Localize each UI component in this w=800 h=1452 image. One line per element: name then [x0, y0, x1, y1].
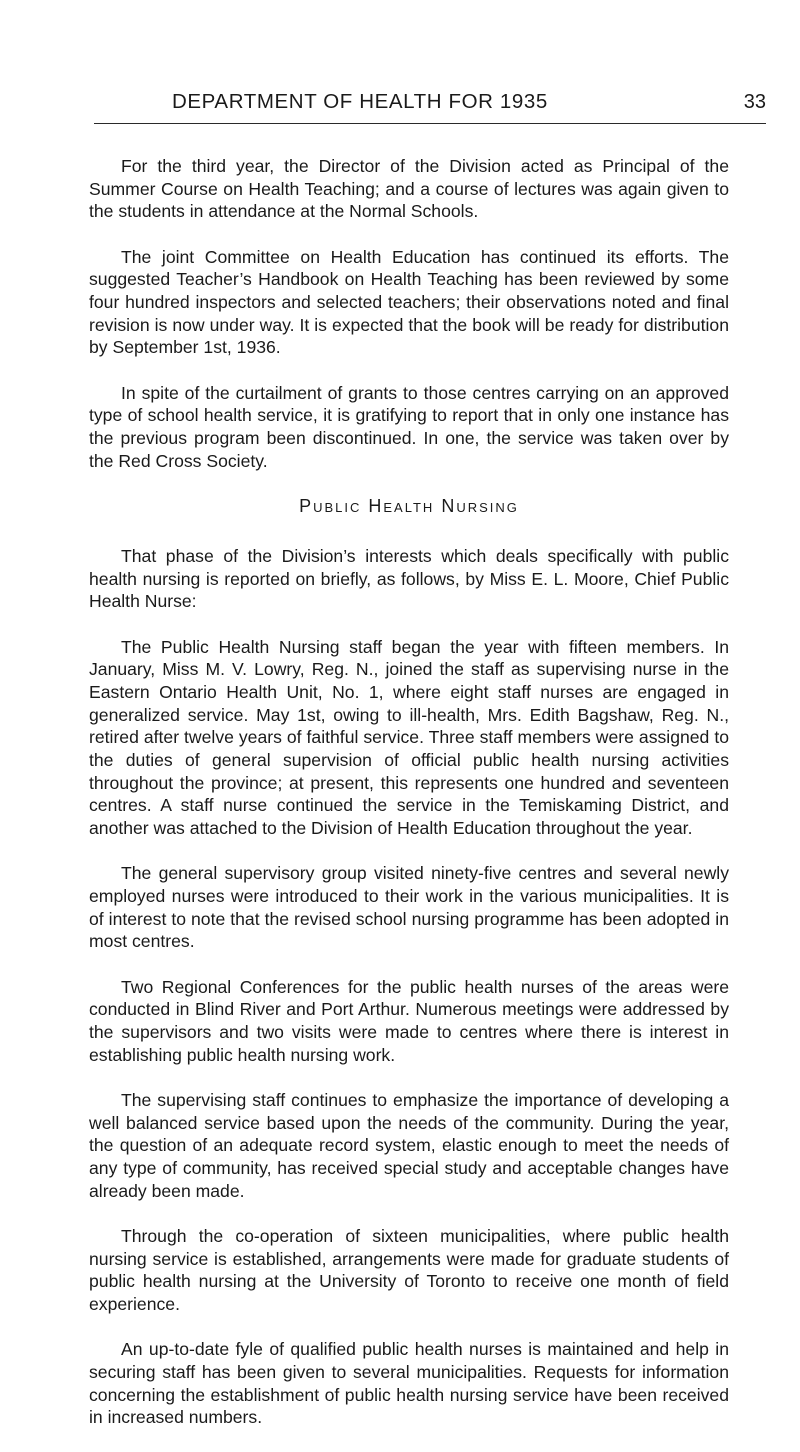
paragraph-co-operation: Through the co-operation of sixteen municipalities, where public health nursing service is established, arrangements were made for graduate students of public health nursing at the University of Toronto to receive one month of field experience. [89, 1226, 729, 1315]
paragraph-division-interests: That phase of the Division’s interests which deals specifically with public health nursing is reported on briefly, as follows, by Miss E. L. Moore, Chief Public Health Nurse: [89, 545, 729, 612]
paragraph-regional-conferences: Two Regional Conferences for the public health nurses of the areas were conducted in Blind River and Port Arthur. Numerous meetings were addressed by the supervisors and two visits were made to centres where there is interest in establishing public health nursing work. [89, 976, 729, 1065]
paragraph-fyle-of-nurses: An up-to-date fyle of qualified public health nurses is maintained and help in securing staff has been given to several municipalities. Requests for information concerning the establishment of public health nursing service have been received in increased numbers. [89, 1339, 729, 1428]
section-heading: Public Health Nursing [299, 495, 519, 516]
page-header [94, 90, 766, 130]
paragraph-curtailment-of-grants: In spite of the curtailment of grants to those centres carrying on an approved type of school health service, it is gratifying to report that in only one instance has the previous program been discontinued. In one, the service was taken over by the Red Cross Society. [89, 382, 729, 471]
running-title: DEPARTMENT OF HEALTH FOR 1935 [172, 90, 548, 113]
paragraph-supervising-staff: The supervising staff continues to emphasize the importance of developing a well balanced service based upon the needs of the community. During the year, the question of an adequate record system, elastic enough to meet the needs of any type of community, has received special study and acceptable changes have already been made. [89, 1090, 729, 1201]
paragraph-joint-committee: The joint Committee on Health Education has continued its efforts. The suggested Teacher’s Handbook on Health Teaching has been reviewed by some four hundred inspectors and selected teachers; their observations noted and final revision is now under way. It is expected that the book will be ready for distribution by September 1st, 1936. [89, 246, 729, 358]
page-number: 33 [743, 91, 766, 113]
header-rule [94, 123, 766, 124]
paragraph-supervisory-group: The general supervisory group visited ninety-five centres and several newly employed nurses were introduced to their work in the various municipalities. It is of interest to note that the revised school nursing programme has been adopted in most centres. [89, 863, 729, 952]
paragraph-summer-course: For the third year, the Director of the Division acted as Principal of the Summer Course on Health Teaching; and a course of lectures was again given to the students in attendance at the Normal Schools. [89, 156, 729, 222]
body-text [89, 155, 729, 1452]
paragraph-nursing-staff: The Public Health Nursing staff began the year with fifteen members. In January, Miss M. V. Lowry, Reg. N., joined the staff as supervising nurse in the Eastern Ontario Health Unit, No. 1, where eight staff nurses are engaged in generalized service. May 1st, owing to ill-health, Mrs. Edith Bagshaw, Reg. N., retired after twelve years of faithful service. Three staff members were assigned to the duties of general supervision of official public health nursing activities throughout the province; at present, this represents one hundred and seventeen centres. A staff nurse continued the service in the Temiskaming District, and another was attached to the Division of Health Education throughout the year. [89, 636, 729, 839]
